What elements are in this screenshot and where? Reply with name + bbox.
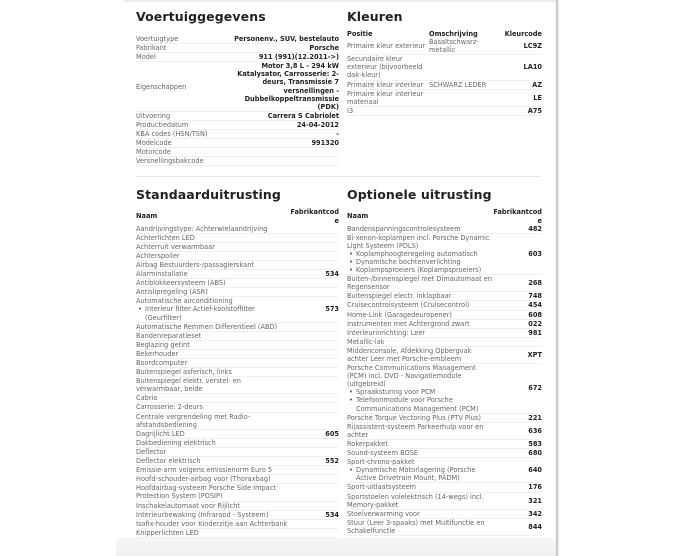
- vehicle-data-label: Modelcode: [136, 139, 228, 148]
- equipment-name-cell: [136, 349, 289, 358]
- standard-equipment-row: [136, 331, 339, 340]
- color-row: [347, 106, 542, 115]
- equipment-name-cell: [347, 319, 492, 328]
- equipment-name: Sportstoelen volelektrisch (14-wegs) incl. Memory-pakket: [347, 492, 484, 509]
- standard-equipment-section: [136, 187, 339, 537]
- standard-equipment-row: [136, 340, 339, 349]
- standard-equipment-row: [136, 438, 339, 447]
- equipment-name-cell: [347, 449, 492, 458]
- color-row: [347, 55, 542, 80]
- equipment-sub-list: [136, 305, 289, 321]
- color-description: Basaltschwarz-metallic: [429, 38, 501, 55]
- standard-equipment-row: [136, 403, 339, 412]
- equipment-code: 981: [492, 328, 542, 337]
- equipment-code: [289, 438, 339, 447]
- vehicle-data-label: Eigenschappen: [136, 62, 228, 112]
- equipment-name-cell: [347, 301, 492, 310]
- optional-equipment-row: [347, 413, 542, 422]
- equipment-code: [289, 501, 339, 510]
- equipment-name: Rijassistent-systeem Parkeerhulp voor en achter: [347, 422, 484, 439]
- equipment-name-cell: [136, 377, 289, 394]
- standard-equipment-row: [136, 501, 339, 510]
- equipment-sub-item: • Koplamphoogteregeling automatisch: [356, 250, 492, 258]
- equipment-code: [289, 279, 339, 288]
- equipment-name: Buitenspiegel electr. inklapbaar: [347, 292, 452, 301]
- standard-equipment-row: [136, 394, 339, 403]
- optional-equipment-title: Optionele uitrusting: [347, 187, 492, 203]
- color-position: I3: [347, 106, 429, 115]
- standard-equipment-row: [136, 288, 339, 297]
- equipment-name: Emissie-arm volgens emissienorm Euro 5: [136, 466, 273, 475]
- equipment-code: 221: [492, 413, 542, 422]
- equipment-name: Porsche Communications Management (PCM) incl. DVD - Navigatiemodule (uitgebreid): [347, 364, 476, 389]
- optional-equipment-row: [347, 275, 542, 292]
- equipment-name-cell: [347, 225, 492, 234]
- color-row: [347, 38, 542, 55]
- equipment-name: Instrumenten met Achtergrond zwart: [347, 319, 470, 328]
- equipment-name: Cabrio: [136, 394, 158, 403]
- vehicle-data-value: 911 (991)(12.2011->): [228, 53, 339, 62]
- color-position: Primaire kleur interieur: [347, 80, 429, 89]
- vehicle-info-card: [124, 0, 558, 556]
- standard-equipment-row: [136, 429, 339, 438]
- equipment-name-cell: [136, 510, 289, 519]
- vehicle-data-value: 991320: [228, 139, 339, 148]
- equipment-name: Porsche Torque Vectoring Plus (PTV Plus): [347, 413, 481, 422]
- optional-equipment-row: [347, 492, 542, 509]
- vehicle-data-row: [136, 120, 339, 129]
- standard-equipment-row: [136, 457, 339, 466]
- equipment-code: [289, 394, 339, 403]
- standard-equipment-row: [136, 466, 339, 475]
- equipment-name: Stoelverwarming voor: [347, 509, 420, 518]
- color-code: A75: [501, 106, 542, 115]
- optional-equipment-row: [347, 319, 542, 328]
- vehicle-data-value: -: [228, 130, 339, 139]
- equipment-code: 552: [289, 457, 339, 466]
- equipment-code: 321: [492, 492, 542, 509]
- standard-equipment-row: [136, 270, 339, 279]
- equipment-name: Interieurbewaking (Infrarood - Systeem): [136, 510, 269, 519]
- optional-equipment-row: [347, 233, 542, 274]
- color-code: AZ: [501, 80, 542, 89]
- colors-table: [347, 30, 542, 116]
- equipment-name: Boordcomputer: [136, 359, 188, 367]
- standard-equipment-row: [136, 528, 339, 537]
- equipment-name-cell: [136, 394, 289, 403]
- equipment-name-cell: [347, 364, 492, 414]
- color-code: LE: [501, 89, 542, 106]
- optional-equipment-row: [347, 225, 542, 234]
- equipment-name-cell: [136, 322, 289, 331]
- optional-equipment-row: [347, 292, 542, 301]
- equipment-code: [289, 412, 339, 429]
- equipment-name-cell: [347, 458, 492, 483]
- vehicle-data-label: Fabrikant: [136, 44, 228, 53]
- standard-equipment-table: [136, 208, 339, 537]
- equipment-name: Deflector elektrisch: [136, 457, 201, 466]
- optional-equipment-row: [347, 364, 542, 414]
- optional-equipment-row: [347, 483, 542, 492]
- equipment-name: Aandrijvingstype: Achterwielaandrijving: [136, 224, 268, 233]
- vehicle-data-label: Versnellingsbakcode: [136, 157, 228, 166]
- vehicle-data-title: Voertuiggegevens: [136, 9, 266, 24]
- equipment-code: [289, 251, 339, 260]
- equipment-code: 534: [289, 270, 339, 279]
- vehicle-data-label: Motorcode: [136, 148, 228, 157]
- equipment-name: Antislipregeling (ASR): [136, 288, 208, 297]
- equipment-name: Inschakelautomaat voor Rijlicht: [136, 501, 240, 510]
- equipment-name-cell: [136, 288, 289, 297]
- vehicle-data-row: [136, 111, 339, 120]
- optional-equipment-row: [347, 458, 542, 483]
- equipment-name: Automatische Remmen Differentieel (ABD): [136, 322, 278, 331]
- equipment-code: 573: [289, 297, 339, 322]
- optional-equipment-row: [347, 346, 542, 363]
- equipment-name-cell: [136, 412, 289, 429]
- equipment-sub-list: [347, 388, 492, 412]
- equipment-name-cell: [347, 275, 492, 292]
- equipment-name-cell: [136, 429, 289, 438]
- color-description: SCHWARZ LEDER: [429, 80, 501, 89]
- standard-equipment-row: [136, 519, 339, 528]
- standard-equipment-row: [136, 510, 339, 519]
- equipment-name-cell: [136, 359, 289, 368]
- equipment-sub-item: • Interieur filter Actief-koolstoffilter (Geurfilter): [145, 305, 289, 321]
- colors-title: Kleuren: [347, 9, 403, 24]
- standard-equipment-title: Standaarduitrusting: [136, 187, 281, 203]
- equipment-name: Knipperlichten LED: [136, 528, 199, 537]
- equipment-code: [289, 528, 339, 537]
- equipment-name-cell: [136, 270, 289, 279]
- equipment-name: Achterlichten LED: [136, 233, 195, 242]
- standard-equipment-row: [136, 225, 339, 234]
- color-position: Primaire kleur exterieur: [347, 38, 429, 55]
- equipment-name-cell: [347, 310, 492, 319]
- optional-equipment-row: [347, 439, 542, 448]
- colors-header-code: Kleurcode: [504, 30, 542, 38]
- equipment-name-cell: [347, 413, 492, 422]
- vehicle-data-value: Porsche: [228, 44, 339, 53]
- equipment-sub-item: • Spraaksturing voor PCM: [356, 388, 492, 396]
- color-position: Primaire kleur interieur materiaal: [347, 89, 429, 106]
- equipment-name: Dagrijlicht LED: [136, 429, 185, 438]
- standard-equipment-row: [136, 349, 339, 358]
- equipment-name: Alarminstallatie: [136, 270, 188, 279]
- equipment-name: Rokerpakket: [347, 439, 388, 448]
- equipment-code: [289, 403, 339, 412]
- equipment-name: Metallic-lak: [347, 337, 385, 346]
- equipment-name-cell: [136, 242, 289, 251]
- vehicle-data-value: Carrera S Cabriolet: [228, 111, 339, 120]
- color-description: [429, 106, 501, 115]
- equipment-code: [289, 447, 339, 456]
- equipment-code: 672: [492, 364, 542, 414]
- standard-equipment-row: [136, 322, 339, 331]
- equipment-name: Buitenspiegel asferisch, links: [136, 368, 232, 377]
- standard-equipment-row: [136, 377, 339, 394]
- equipment-code: [289, 225, 339, 234]
- equipment-name-cell: [136, 475, 289, 484]
- standard-equipment-row: [136, 297, 339, 322]
- vehicle-data-value: [228, 157, 339, 166]
- equipment-code: 636: [492, 422, 542, 439]
- optional-equipment-section: [347, 187, 542, 536]
- equipment-code: 680: [492, 449, 542, 458]
- equipment-name-cell: [347, 328, 492, 337]
- standard-equipment-row: [136, 251, 339, 260]
- equipment-code: [289, 340, 339, 349]
- equipment-code: 583: [492, 439, 542, 448]
- color-position: Secundaire kleur exterieur (bijvoorbeeld dak-kleur): [347, 55, 429, 80]
- equipment-name-cell: [136, 340, 289, 349]
- equipment-name: Sport-chrono-pakket: [347, 458, 415, 467]
- vehicle-data-value: 24-04-2012: [228, 120, 339, 129]
- standard-equipment-row: [136, 359, 339, 368]
- optional-equipment-table: [347, 208, 542, 536]
- equipment-name-cell: [136, 403, 289, 412]
- equipment-code: 608: [492, 310, 542, 319]
- equipment-name-cell: [347, 483, 492, 492]
- standard-equipment-row: [136, 368, 339, 377]
- equipment-code: [289, 322, 339, 331]
- standard-header-name: Naam: [136, 212, 158, 221]
- equipment-code: [289, 233, 339, 242]
- equipment-name: Achterruit verwarmbaar: [136, 242, 215, 251]
- equipment-name: Bekerhouder: [136, 349, 179, 358]
- colors-header-position: Positie: [347, 30, 373, 38]
- equipment-name: Dakbediening elektrisch: [136, 438, 216, 447]
- equipment-code: 482: [492, 225, 542, 234]
- optional-equipment-row: [347, 518, 542, 535]
- equipment-name: Sound-systeem BOSE: [347, 449, 419, 458]
- equipment-name-cell: [136, 233, 289, 242]
- vehicle-data-section: [136, 9, 339, 166]
- equipment-name-cell: [347, 518, 492, 535]
- standard-equipment-row: [136, 260, 339, 269]
- equipment-name-cell: [136, 484, 289, 501]
- equipment-code: [289, 484, 339, 501]
- equipment-code: 454: [492, 301, 542, 310]
- color-row: [347, 80, 542, 89]
- equipment-name: Middenconsole, Afdekking Opbergvak achter Leer met Porsche-embleem: [347, 346, 472, 363]
- equipment-name: Bi-xenon-koplampen incl. Porsche Dynamic Light Systeem (PDLS): [347, 233, 490, 250]
- equipment-sub-item: • Dynamische Motorlagering (Porsche Active Drivetrain Mount, PADM): [356, 466, 492, 482]
- color-row: [347, 89, 542, 106]
- optional-equipment-row: [347, 422, 542, 439]
- equipment-name: Sport-uitlaatsysteem: [347, 483, 417, 492]
- equipment-name: Cruisecontrolsysteem (Cruisecontrol): [347, 301, 470, 310]
- equipment-name-cell: [347, 492, 492, 509]
- colors-header-description: Omschrijving: [429, 30, 478, 38]
- equipment-name-cell: [136, 251, 289, 260]
- vehicle-data-label: Uitvoering: [136, 111, 228, 120]
- equipment-code: [492, 337, 542, 346]
- equipment-name: Buiten-/binnenspiegel met Dimautomaat en Regensensor: [347, 275, 493, 292]
- equipment-name-cell: [347, 346, 492, 363]
- standard-equipment-row: [136, 447, 339, 456]
- vehicle-data-value: Motor 3,8 L - 294 kW Katalysator, Carrosserie: 2-deurs, Transmissie 7 versnellingen - Dubbelkoppeltransmissie (PDK): [228, 62, 339, 112]
- color-description: [429, 89, 501, 106]
- vehicle-data-row: [136, 148, 339, 157]
- equipment-sub-item: • Koplampsproeiers (Koplampsproeiers): [356, 266, 492, 274]
- equipment-code: [289, 331, 339, 340]
- standard-equipment-row: [136, 484, 339, 501]
- vehicle-data-table: [136, 35, 339, 166]
- equipment-code: 640: [492, 458, 542, 483]
- standard-equipment-row: [136, 242, 339, 251]
- optional-equipment-row: [347, 449, 542, 458]
- equipment-name: Hoofdairbag-systeem Porsche Side Impact Protection System (POSIP): [136, 484, 276, 501]
- equipment-name: Achterspoiler: [136, 251, 180, 260]
- colors-section: [347, 9, 542, 116]
- vehicle-data-label: Productiedatum: [136, 120, 228, 129]
- equipment-sub-list: [347, 250, 492, 274]
- equipment-name-cell: [136, 225, 289, 234]
- equipment-name: Centrale vergrendeling met Radio-afstandsbediening: [136, 412, 251, 429]
- vehicle-data-row: [136, 53, 339, 62]
- equipment-name: Bandenspanningscontrolesysteem: [347, 224, 461, 233]
- equipment-name-cell: [136, 528, 289, 537]
- equipment-code: 176: [492, 483, 542, 492]
- equipment-name-cell: [347, 292, 492, 301]
- standard-equipment-row: [136, 279, 339, 288]
- equipment-code: [289, 466, 339, 475]
- equipment-name: Airbag Bestuurders-/passagierskant: [136, 260, 254, 269]
- equipment-code: 268: [492, 275, 542, 292]
- vehicle-data-row: [136, 44, 339, 53]
- equipment-code: [289, 288, 339, 297]
- equipment-name: Interieurinrichting: Leer: [347, 328, 426, 337]
- standard-header-code: Fabrikantcode: [290, 208, 339, 225]
- equipment-name: Bandenreparatieset: [136, 331, 202, 340]
- footer-band: [116, 538, 556, 556]
- equipment-name: Hoofd-schouder-airbag voor (Thoraxbag): [136, 475, 271, 484]
- equipment-code: 603: [492, 233, 542, 274]
- equipment-code: [289, 242, 339, 251]
- color-code: LA10: [501, 55, 542, 80]
- equipment-code: [289, 260, 339, 269]
- equipment-name-cell: [136, 260, 289, 269]
- vehicle-data-value: [228, 148, 339, 157]
- equipment-code: [289, 519, 339, 528]
- equipment-name-cell: [136, 447, 289, 456]
- equipment-name-cell: [136, 331, 289, 340]
- equipment-name-cell: [136, 501, 289, 510]
- equipment-code: [289, 377, 339, 394]
- optional-equipment-row: [347, 310, 542, 319]
- optional-equipment-row: [347, 337, 542, 346]
- optional-header-name: Naam: [347, 212, 369, 221]
- equipment-code: 534: [289, 510, 339, 519]
- equipment-name: Stuur (Leer 3-spaaks) met Multifunctie en Schakelfunctie: [347, 518, 485, 535]
- equipment-code: 748: [492, 292, 542, 301]
- equipment-name-cell: [136, 466, 289, 475]
- equipment-code: 022: [492, 319, 542, 328]
- equipment-name-cell: [347, 439, 492, 448]
- section-divider: [136, 176, 540, 177]
- optional-equipment-row: [347, 301, 542, 310]
- equipment-name: Home-Link (Garagedeuropener): [347, 310, 452, 319]
- vehicle-data-row: [136, 139, 339, 148]
- equipment-name: Deflector: [136, 447, 167, 456]
- equipment-name: Beglazing getint: [136, 340, 190, 349]
- vehicle-data-row: [136, 62, 339, 112]
- equipment-name-cell: [136, 297, 289, 322]
- equipment-name-cell: [347, 422, 492, 439]
- equipment-name: Isofix-houder voor Kinderzitje aan Achterbank: [136, 519, 288, 528]
- equipment-name: Automatische airconditioning: [136, 297, 233, 306]
- optional-header-code: Fabrikantcode: [493, 208, 542, 225]
- vehicle-data-label: KBA codes (HSN/TSN): [136, 130, 228, 139]
- equipment-sub-list: [347, 466, 492, 482]
- optional-equipment-row: [347, 328, 542, 337]
- equipment-name-cell: [136, 368, 289, 377]
- vehicle-data-label: Model: [136, 53, 228, 62]
- standard-equipment-row: [136, 412, 339, 429]
- equipment-name: Antiblokkeersysteem (ABS): [136, 279, 226, 288]
- equipment-code: [289, 368, 339, 377]
- equipment-name-cell: [347, 337, 492, 346]
- bottom-row: [136, 187, 540, 537]
- vehicle-data-value: Personenv., SUV, bestelauto: [228, 35, 339, 44]
- standard-equipment-row: [136, 233, 339, 242]
- equipment-name-cell: [347, 233, 492, 274]
- equipment-name: Carrosserie: 2-deurs: [136, 403, 203, 412]
- standard-equipment-row: [136, 475, 339, 484]
- vehicle-data-label: Voertuigtype: [136, 35, 228, 44]
- equipment-code: 342: [492, 509, 542, 518]
- equipment-name-cell: [136, 519, 289, 528]
- equipment-name-cell: [136, 279, 289, 288]
- equipment-sub-item: • Dynamische bochtenverlichting: [356, 258, 492, 266]
- equipment-code: [289, 475, 339, 484]
- equipment-code: [289, 349, 339, 358]
- vehicle-data-row: [136, 157, 339, 166]
- color-description: [429, 55, 501, 80]
- equipment-code: 844: [492, 518, 542, 535]
- equipment-name-cell: [136, 457, 289, 466]
- vehicle-data-row: [136, 35, 339, 44]
- top-row: [136, 9, 540, 166]
- equipment-code: [289, 359, 339, 368]
- equipment-sub-item: • Telefoonmodule voor Porsche Communications Management (PCM): [356, 396, 492, 412]
- equipment-name-cell: [136, 438, 289, 447]
- equipment-code: 605: [289, 429, 339, 438]
- vehicle-data-row: [136, 130, 339, 139]
- equipment-name: Buitenspiegel elektr. verstel- en verwarmbaar, beide: [136, 377, 241, 394]
- color-code: LC9Z: [501, 38, 542, 55]
- equipment-code: XPT: [492, 346, 542, 363]
